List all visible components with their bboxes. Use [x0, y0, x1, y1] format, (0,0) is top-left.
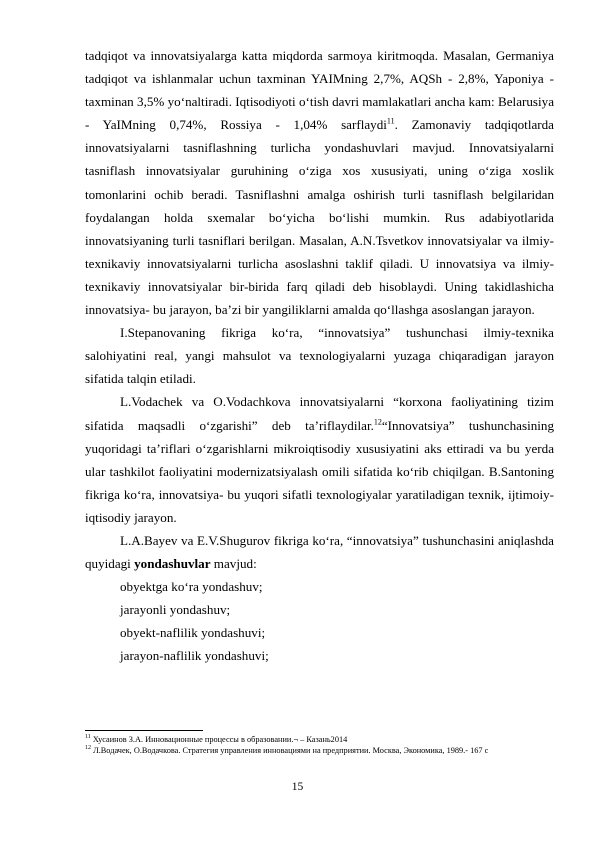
footnote-text: Л.Водачек, О.Водачкова. Стратегия управления инновациями на предприятии. Москва, Экономика, 1989.- 167 с — [91, 746, 489, 755]
text-segment: jarayon-naflilik yondashuvi; — [120, 648, 269, 664]
text-segment: “Innovatsiya” tushunchasining yuqoridagi ta’riflari o‘zgarishlarni mikroiqtisodiy xususiyatini aks ettiradi va bu yerda ular tashkilot faoliyatini modernizatsiyalash omili sifatida ko‘rib chiqilgan. B.Santoning fikriga ko‘ra, innovatsiya- bu yuqori sifatli texnologiyalar yaratiladigan texnik, ijtimoiy-iqtisodiy jarayon. — [85, 417, 554, 525]
text-segment: obyektga ko‘ra yondashuv; — [120, 579, 263, 595]
text-segment: L.Vodachek va O.Vodachkova innovatsiyalarni “korxona faoliyatining tizim sifatida maqsadli o‘zgarishi” deb ta’riflaydilar. — [85, 394, 554, 433]
paragraph — [85, 44, 554, 321]
list-item — [85, 598, 554, 621]
paragraph — [85, 529, 554, 575]
text-segment: mavjud: — [210, 556, 257, 572]
footnote — [85, 734, 554, 745]
text-segment: tadqiqot va innovatsiyalarga katta miqdorda sarmoya kiritmoqda. Masalan, Germaniya tadqiqot va ishlanmalar uchun taxminan YAIMning 2,7%, AQSh - 2,8%, Yaponiya - taxminan 3,5% yo‘naltiradi. Iqtisodiyoti o‘tish davri mamlakatlari ancha kam: Belarusiya - YaIMning 0,74%, Rossiya - 1,04% sarflaydi — [85, 48, 554, 133]
emphasis-text: yondashuvlar — [134, 556, 211, 572]
footnote-ref: 12 — [373, 417, 382, 427]
footnotes — [85, 734, 554, 756]
footnote — [85, 745, 554, 756]
footnote-number: 12 — [85, 745, 91, 752]
list-item — [85, 621, 554, 644]
text-segment: obyekt-naflilik yondashuvi; — [120, 625, 266, 641]
text-segment: L.A.Bayev va E.V.Shugurov fikriga ko‘ra, “innovatsiya” tushunchasini aniqlashda quyidagi — [85, 532, 554, 572]
list-item — [85, 644, 554, 667]
footnote-number: 11 — [85, 734, 91, 741]
body-text — [85, 44, 554, 668]
text-segment: . Zamonaviy tadqiqotlarda innovatsiyalarni tasniflashning turlicha yondashuvlari mavjud. Innovatsiyalarni tasniflash innovatsiyalar guruhining o‘ziga xos xususiyati, uning o‘ziga xoslik tomonlarini ochib beradi. Tasniflashni amalga oshirish turli tasniflash belgilaridan foydalangan holda sxemalar bo‘yicha bo‘lishi mumkin. Rus adabiyotlarida innovatsiyaning turli tasniflari berilgan. Masalan, A.N.Tsvetkov innovatsiyalar va ilmiy-texnikaviy innovatsiyalarni turlicha asoslashni taklif qiladi. U innovatsiya va ilmiy- texnikaviy innovatsiyalar bir-birida farq qiladi deb hisoblaydi. Uning takidlashicha innovatsiya- bu jarayon, ba’zi bir yangiliklarni amalda qo‘llashga asoslangan jarayon. — [85, 117, 554, 318]
list-item — [85, 575, 554, 598]
text-segment: I.Stepanovaning fikriga ko‘ra, “innovatsiya” tushunchasi ilmiy-texnika salohiyatini real, yangi mahsulot va texnologiyalarni yuzaga chiqaradigan jarayon sifatida talqin etiladi. — [85, 325, 554, 387]
footnote-ref: 11 — [386, 116, 395, 126]
paragraph — [85, 390, 554, 529]
paragraph — [85, 321, 554, 390]
footnote-text: Хусаинов З.А. Инновационные процессы в образовании.¬ – Казань2014 — [90, 735, 348, 744]
footnote-separator — [85, 730, 203, 731]
page-number: 15 — [291, 781, 304, 793]
text-segment: jarayonli yondashuv; — [120, 602, 231, 618]
